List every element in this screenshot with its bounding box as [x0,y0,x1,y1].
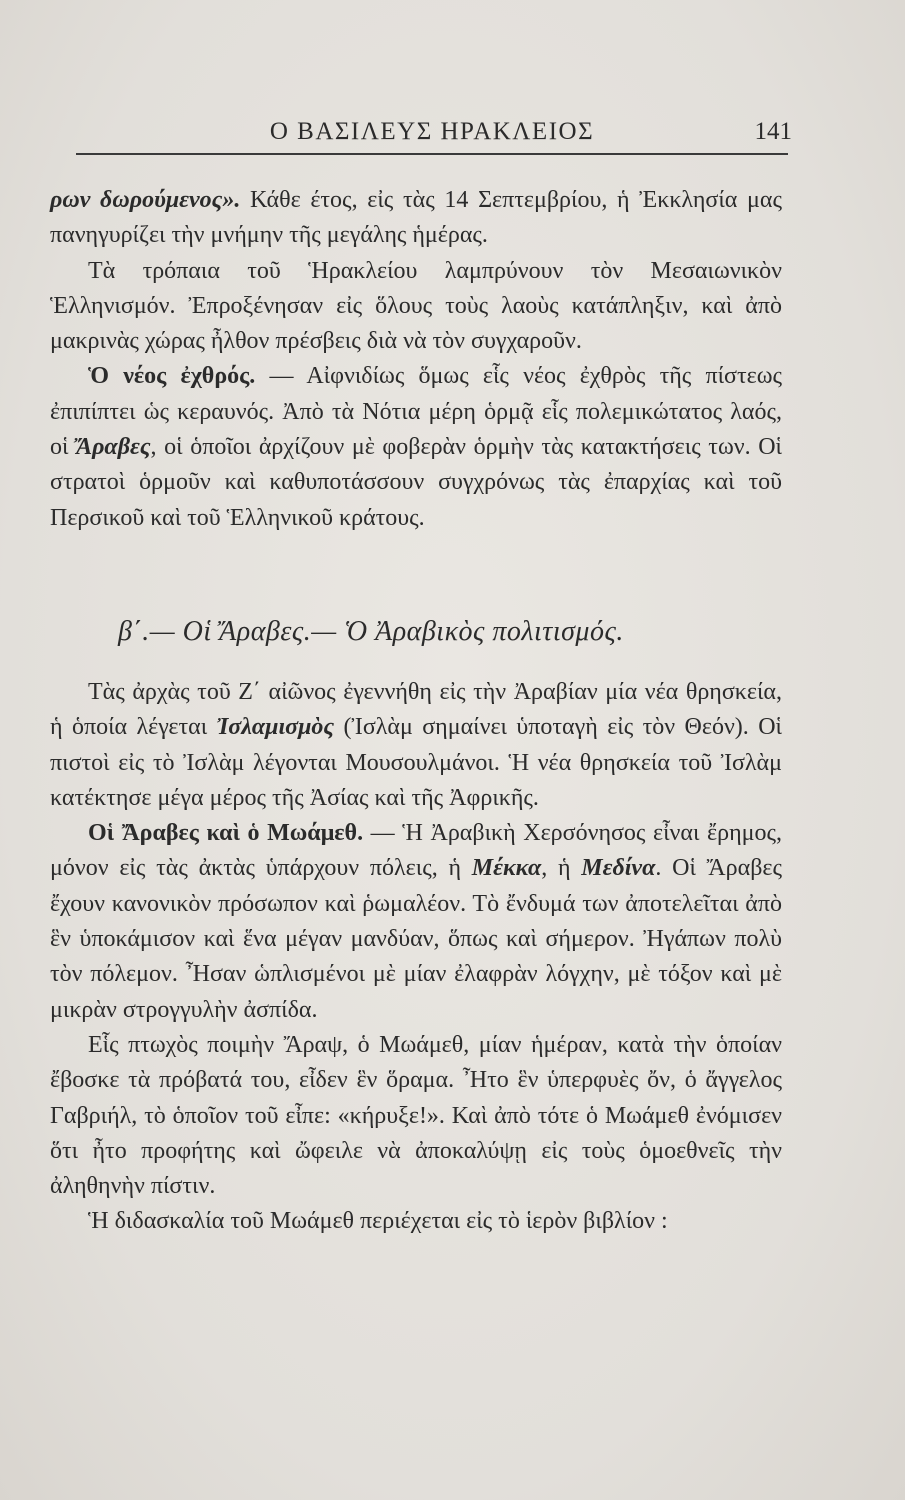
text-run: . Οἱ Ἄραβες ἔχουν κανονικὸν πρόσωπον καὶ ῥωμαλέον. Τὸ ἔνδυμά των ἀποτελεῖται ἀπὸ ἓν ὑποκάμισον καὶ ἕνα μέγαν μανδύαν, ὅπως καὶ σήμερον. Ἠγάπων πολὺ τὸν πόλεμον. Ἦσαν ὡπλισμένοι μὲ μίαν ἐλαφρὰν λόγχην, μὲ τόξον καὶ μὲ μικρὰν στρογγυλὴν ἀσπίδα. [50,855,782,1023]
paragraph [50,359,782,535]
paragraph [50,816,782,1028]
text-run: Κάθε έτος, εἰς τὰς 14 Σεπτεμβρίου, ἡ Ἐκκλησία μας πανηγυρίζει τὴν μνήμην τῆς μεγάλης ἡμέρας. [50,187,782,249]
text-run: Εἷς πτωχὸς ποιμὴν Ἄραψ, ὁ Μωάμεθ, μίαν ἡμέραν, κατὰ τὴν ὁποίαν ἔβοσκε τὰ πρόβατά του, εἶδεν ἓν ὅραμα. Ἦτο ἓν ὑπερφυὲς ὄν, ὁ ἄγγελος Γαβριήλ, τὸ ὁποῖον τοῦ εἶπε: «κήρυξε!». Καὶ ἀπὸ τότε ὁ Μωάμεθ ἐνόμισεν ὅτι ἦτο προφήτης καὶ ὤφειλε νὰ ἀποκαλύψῃ εἰς τοὺς ὁμοεθνεῖς τὴν ἀληθηνὴν πίστιν. [50,1031,782,1200]
emphasis: Μεδίνα [581,855,656,882]
text-run: , ἡ [541,855,582,882]
header-rule [76,153,788,155]
text-run: Τὰ τρόπαια τοῦ Ἡρακλείου λαμπρύνουν τὸν Μεσαιωνικὸν Ἑλληνισμόν. Ἐπροξένησαν εἰς ὅλους τοὺς λαοὺς κατάπληξιν, καὶ ἀπὸ μακρινὰς χώρας ἦλθον πρέσβεις διὰ νὰ τὸν συγχαροῦν. [50,257,782,355]
paragraph [50,675,782,816]
paragraph [50,254,782,360]
paragraph [50,1028,782,1204]
emphasis: Ἄραβες [76,434,151,461]
page-number: 141 [754,118,792,145]
paragraph [50,1204,782,1239]
emphasis: Ἰσλαμισμὸς [216,714,335,741]
emphasis: Μέκκα [471,855,542,882]
text-run: (Ἰσλὰμ σημαίνει ὑποταγὴ εἰς τὸν Θεόν). Οἱ πιστοὶ εἰς τὸ Ἰσλὰμ λέγονται Μουσουλμάνοι. Ἡ νέα θρησκεία τοῦ Ἰσλὰμ κατέκτησε μέγα μέρος τῆς Ἀσίας καὶ τῆς Ἀφρικῆς. [50,714,782,811]
text-block-1 [50,183,782,536]
paragraph [50,183,782,254]
text-run: — Ἡ Ἀραβικὴ Χερσόνησος εἶναι ἔρημος, μόνον εἰς τὰς ἀκτὰς ὑπάρχουν πόλεις, ἡ [50,820,783,882]
text-run: Τὰς ἀρχὰς τοῦ Ζ΄ αἰῶνος ἐγεννήθη εἰς τὴν Ἀραβίαν μία νέα θρησκεία, ἡ ὁποία λέγεται [50,679,782,741]
paragraph-heading: Ὁ νέος ἐχθρός. [88,363,256,390]
emphasis: ρων δωρούμενος». [50,187,241,213]
running-title: Ο ΒΑΣΙΛΕΥΣ ΗΡΑΚΛΕΙΟΣ [269,118,595,145]
text-run: Ἡ διδασκαλία τοῦ Μωάμεθ περιέχεται εἰς τὸ ἱερὸν βιβλίον : [88,1208,668,1235]
paragraph-heading: Οἱ Ἄραβες καὶ ὁ Μωάμεθ. [88,820,364,847]
section-heading: β΄.— Οἱ Ἄραβες.— Ὁ Ἀραβικὸς πολιτισμός. [118,616,624,647]
text-run: , οἱ ὁποῖοι ἀρχίζουν μὲ φοβερὰν ὁρμὴν τὰς κατακτήσεις των. Οἱ στρατοὶ ὁρμοῦν καὶ καθυποτάσσουν συγχρόνως τὰς ἐπαρχίας καὶ τοῦ Περσικοῦ καὶ τοῦ Ἑλληνικοῦ κράτους. [50,434,782,531]
text-block-2 [50,675,782,1240]
page-header [76,118,792,154]
text-run: — Αἰφνιδίως ὅμως εἷς νέος ἐχθρὸς τῆς πίστεως ἐπιπίπτει ὡς κεραυνός. Ἀπὸ τὰ Νότια μέρη ὁρμᾷ εἷς πολεμικώτατος λαός, οἱ [50,363,782,461]
